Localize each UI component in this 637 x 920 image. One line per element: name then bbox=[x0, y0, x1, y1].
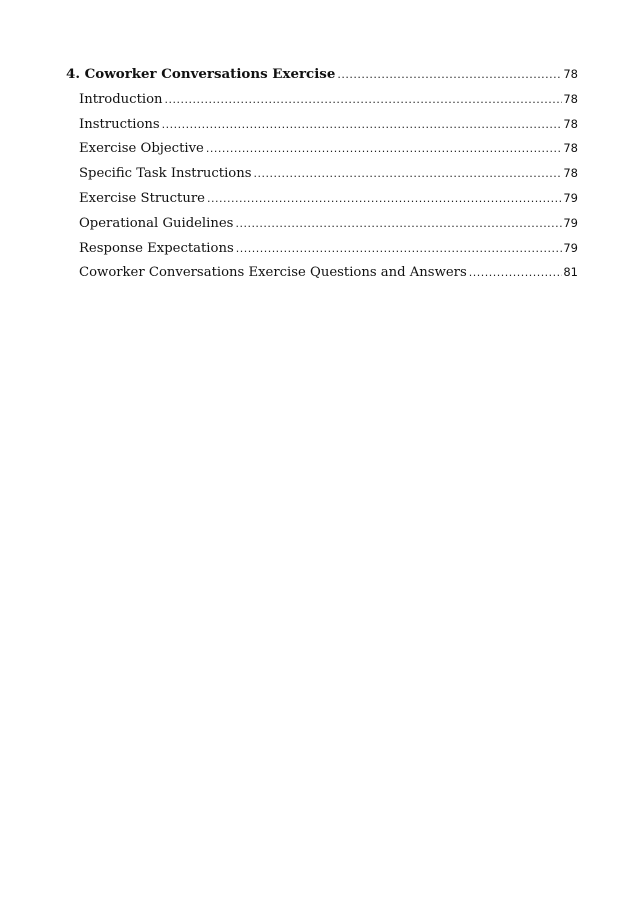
toc-entry-questions-and-answers[interactable] bbox=[66, 260, 578, 285]
toc-entry-page-number: 81 bbox=[563, 265, 578, 280]
toc-entry-page-number: 79 bbox=[563, 190, 578, 205]
toc-entry-page-number: 79 bbox=[563, 240, 578, 255]
toc-entry-title: Exercise Structure bbox=[79, 190, 205, 206]
dot-leader bbox=[165, 88, 563, 113]
toc-entry-page-number: 78 bbox=[563, 91, 578, 106]
dot-leader bbox=[337, 63, 562, 88]
toc-entry-chapter-4[interactable] bbox=[66, 62, 578, 87]
toc-entry-page-number: 78 bbox=[563, 116, 578, 131]
toc-entry-page-number: 78 bbox=[563, 141, 578, 156]
toc-entry-title: Operational Guidelines bbox=[79, 215, 234, 231]
toc-entry-page-number: 79 bbox=[563, 215, 578, 230]
toc-entry-title: Exercise Objective bbox=[79, 141, 204, 157]
toc-entry-title: Response Expectations bbox=[79, 240, 234, 256]
toc-entry-specific-task-instructions[interactable] bbox=[66, 161, 578, 186]
toc-entry-title: Instructions bbox=[79, 116, 160, 132]
dot-leader bbox=[162, 113, 563, 138]
toc-entry-title: Introduction bbox=[79, 91, 163, 107]
toc-entry-title: Specific Task Instructions bbox=[79, 166, 252, 182]
dot-leader bbox=[469, 261, 563, 286]
dot-leader bbox=[207, 187, 562, 212]
toc-entry-page-number: 78 bbox=[563, 67, 578, 81]
dot-leader bbox=[236, 237, 563, 262]
toc-entry-exercise-structure[interactable] bbox=[66, 186, 578, 211]
toc-entry-operational-guidelines[interactable] bbox=[66, 211, 578, 236]
toc-entry-exercise-objective[interactable] bbox=[66, 136, 578, 161]
dot-leader bbox=[206, 137, 563, 162]
toc-entry-page-number: 78 bbox=[563, 166, 578, 181]
dot-leader bbox=[235, 212, 562, 237]
dot-leader bbox=[254, 162, 563, 187]
toc-entry-response-expectations[interactable] bbox=[66, 236, 578, 261]
toc-entry-title: Coworker Conversations Exercise Questions and Answers bbox=[79, 265, 467, 281]
table-of-contents bbox=[66, 62, 578, 285]
toc-entry-title: 4. Coworker Conversations Exercise bbox=[66, 66, 336, 82]
toc-entry-introduction[interactable] bbox=[66, 87, 578, 112]
toc-entry-instructions[interactable] bbox=[66, 112, 578, 137]
